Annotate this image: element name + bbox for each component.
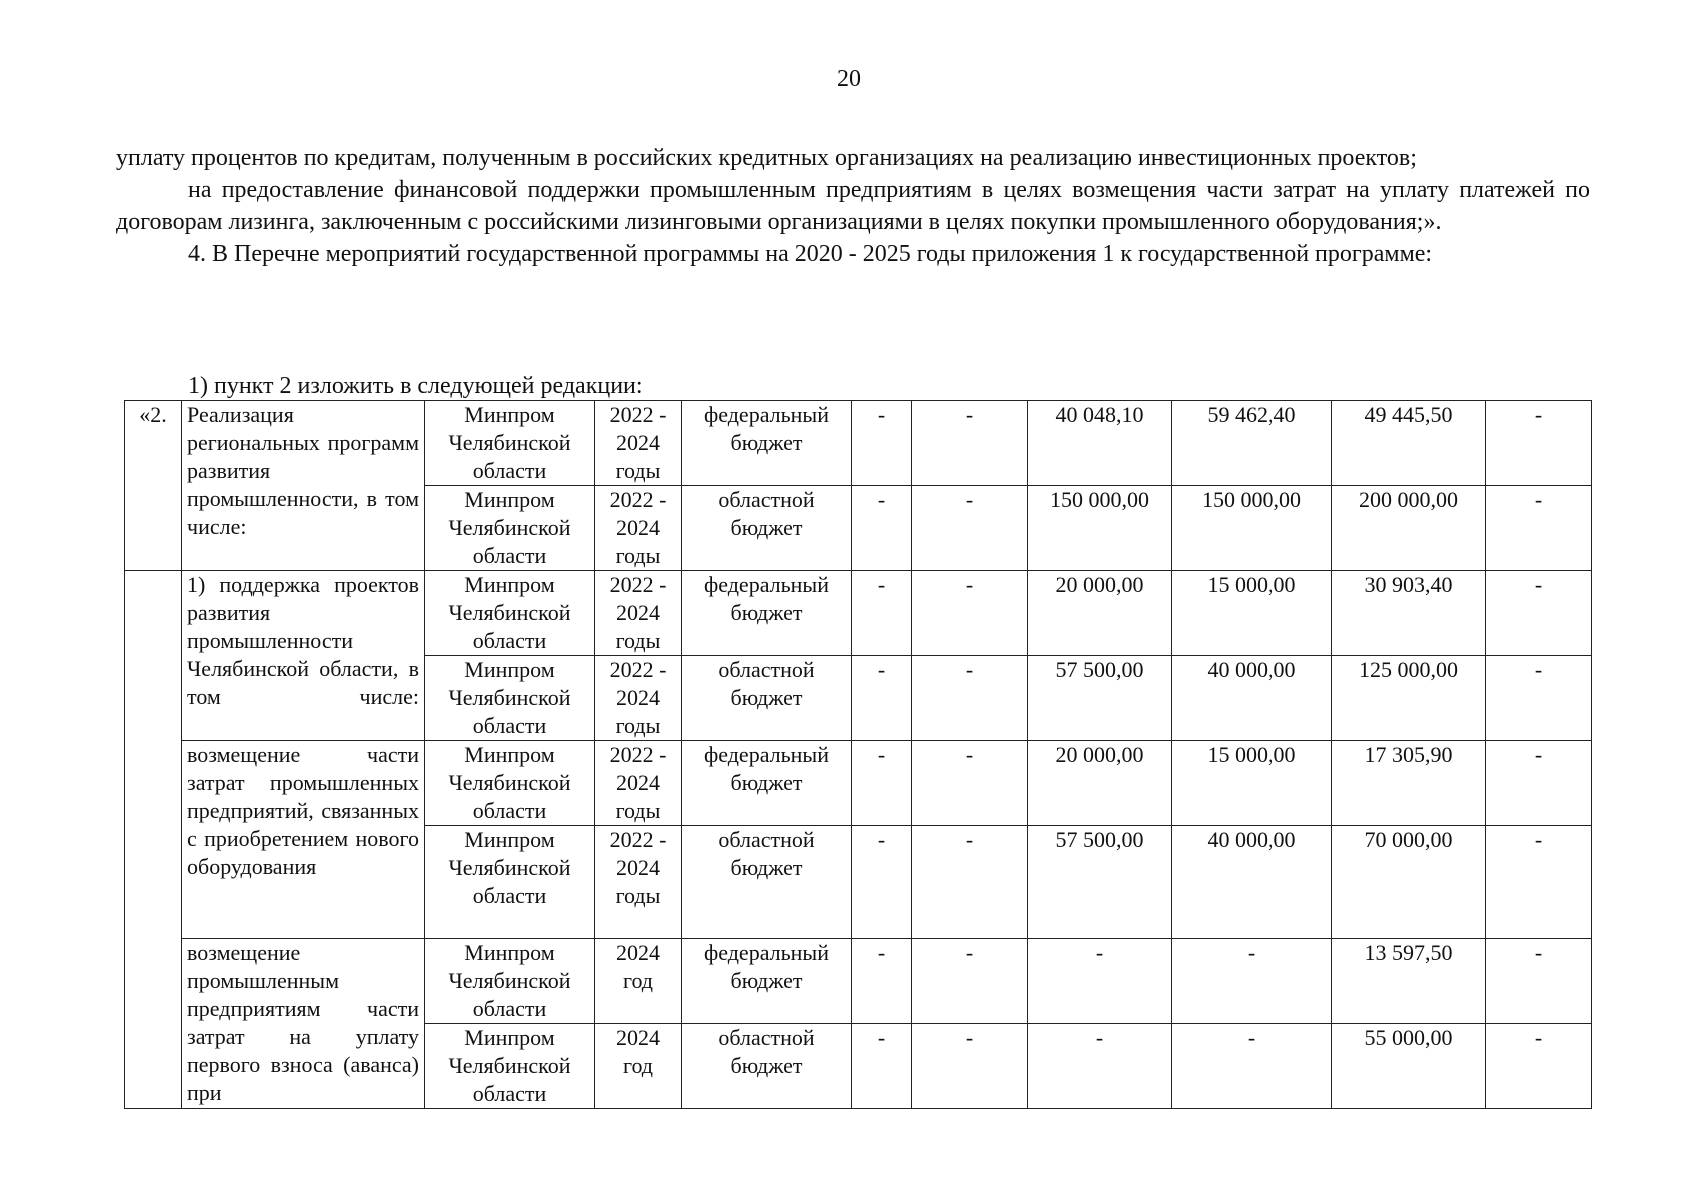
source-cell: федеральный бюджет: [682, 401, 852, 486]
period-cell: 2022 - 2024 годы: [595, 486, 682, 571]
value-2021-cell: -: [912, 656, 1028, 741]
value-2022-cell: -: [1028, 1024, 1172, 1109]
value-2020-cell: -: [852, 486, 912, 571]
value-2022-cell: 57 500,00: [1028, 656, 1172, 741]
value-2024-cell: 17 305,90: [1332, 741, 1486, 826]
value-2023-cell: 40 000,00: [1172, 826, 1332, 939]
table-row: [125, 401, 1592, 486]
table-row: [125, 939, 1592, 1024]
item-number-cell: «2.: [125, 401, 182, 571]
description-cell: возмещение части затрат промышленных предприятий, связанных с приобретением нового оборудования: [182, 741, 425, 939]
value-2020-cell: -: [852, 401, 912, 486]
value-2020-cell: -: [852, 741, 912, 826]
value-2023-cell: 150 000,00: [1172, 486, 1332, 571]
period-cell: 2022 - 2024 годы: [595, 656, 682, 741]
item-line: 1) пункт 2 изложить в следующей редакции:: [188, 373, 643, 399]
value-2025-cell: -: [1486, 401, 1592, 486]
executor-cell: Минпром Челябинской области: [425, 741, 595, 826]
source-cell: федеральный бюджет: [682, 939, 852, 1024]
value-2021-cell: -: [912, 826, 1028, 939]
value-2023-cell: 40 000,00: [1172, 656, 1332, 741]
value-2022-cell: 20 000,00: [1028, 741, 1172, 826]
item-number-empty-cell: [125, 571, 182, 1109]
value-2025-cell: -: [1486, 571, 1592, 656]
value-2020-cell: -: [852, 939, 912, 1024]
source-cell: областной бюджет: [682, 1024, 852, 1109]
value-2024-cell: 125 000,00: [1332, 656, 1486, 741]
executor-cell: Минпром Челябинской области: [425, 486, 595, 571]
value-2024-cell: 49 445,50: [1332, 401, 1486, 486]
period-cell: 2024 год: [595, 1024, 682, 1109]
body-text: [116, 142, 1590, 270]
value-2022-cell: 20 000,00: [1028, 571, 1172, 656]
paragraph-2: на предоставление финансовой поддержки промышленным предприятиям в целях возмещения части затрат на уплату платежей по договорам лизинга, заключенным с российскими лизинговыми организациями в целях покупки промышленного оборудования;».: [116, 177, 1590, 235]
executor-cell: Минпром Челябинской области: [425, 571, 595, 656]
value-2023-cell: 59 462,40: [1172, 401, 1332, 486]
source-cell: федеральный бюджет: [682, 741, 852, 826]
value-2025-cell: -: [1486, 939, 1592, 1024]
executor-cell: Минпром Челябинской области: [425, 939, 595, 1024]
executor-cell: Минпром Челябинской области: [425, 1024, 595, 1109]
value-2020-cell: -: [852, 826, 912, 939]
value-2020-cell: -: [852, 1024, 912, 1109]
value-2024-cell: 70 000,00: [1332, 826, 1486, 939]
executor-cell: Минпром Челябинской области: [425, 401, 595, 486]
description-cell: 1) поддержка проектов развития промышленности Челябинской области, в том числе:: [182, 571, 425, 741]
value-2025-cell: -: [1486, 1024, 1592, 1109]
period-cell: 2022 - 2024 годы: [595, 401, 682, 486]
source-cell: областной бюджет: [682, 656, 852, 741]
source-cell: областной бюджет: [682, 826, 852, 939]
budget-table: [124, 400, 1592, 1109]
period-cell: 2022 - 2024 годы: [595, 571, 682, 656]
value-2022-cell: 150 000,00: [1028, 486, 1172, 571]
value-2020-cell: -: [852, 656, 912, 741]
value-2021-cell: -: [912, 939, 1028, 1024]
period-cell: 2022 - 2024 годы: [595, 741, 682, 826]
value-2022-cell: 40 048,10: [1028, 401, 1172, 486]
value-2025-cell: -: [1486, 826, 1592, 939]
period-cell: 2024 год: [595, 939, 682, 1024]
value-2023-cell: -: [1172, 1024, 1332, 1109]
table-row: [125, 571, 1592, 656]
value-2024-cell: 13 597,50: [1332, 939, 1486, 1024]
value-2025-cell: -: [1486, 656, 1592, 741]
value-2022-cell: -: [1028, 939, 1172, 1024]
page-number: 20: [837, 66, 861, 92]
period-cell: 2022 - 2024 годы: [595, 826, 682, 939]
value-2023-cell: -: [1172, 939, 1332, 1024]
paragraph-3: 4. В Перечне мероприятий государственной программы на 2020 - 2025 годы приложения 1 к государственной программе:: [188, 241, 1433, 267]
value-2021-cell: -: [912, 486, 1028, 571]
value-2020-cell: -: [852, 571, 912, 656]
description-cell: возмещение промышленным предприятиям части затрат на уплату первого взноса (аванса) при: [182, 939, 425, 1109]
value-2024-cell: 55 000,00: [1332, 1024, 1486, 1109]
source-cell: областной бюджет: [682, 486, 852, 571]
table-row: [125, 741, 1592, 826]
value-2022-cell: 57 500,00: [1028, 826, 1172, 939]
paragraph-1: уплату процентов по кредитам, полученным в российских кредитных организациях на реализацию инвестиционных проектов;: [116, 145, 1417, 171]
value-2021-cell: -: [912, 571, 1028, 656]
value-2024-cell: 30 903,40: [1332, 571, 1486, 656]
executor-cell: Минпром Челябинской области: [425, 826, 595, 939]
value-2021-cell: -: [912, 1024, 1028, 1109]
executor-cell: Минпром Челябинской области: [425, 656, 595, 741]
value-2025-cell: -: [1486, 486, 1592, 571]
description-cell: Реализация региональных программ развития промышленности, в том числе:: [182, 401, 425, 571]
value-2021-cell: -: [912, 401, 1028, 486]
value-2024-cell: 200 000,00: [1332, 486, 1486, 571]
source-cell: федеральный бюджет: [682, 571, 852, 656]
value-2023-cell: 15 000,00: [1172, 571, 1332, 656]
value-2021-cell: -: [912, 741, 1028, 826]
value-2025-cell: -: [1486, 741, 1592, 826]
value-2023-cell: 15 000,00: [1172, 741, 1332, 826]
